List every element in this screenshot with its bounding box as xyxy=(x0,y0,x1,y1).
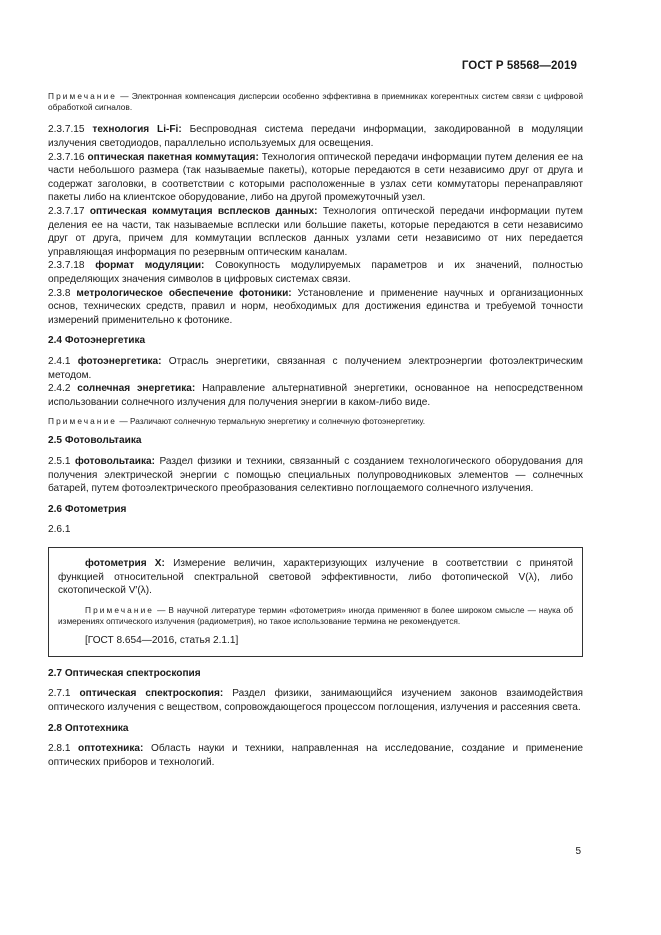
entry-number: 2.3.7.16 xyxy=(48,151,88,163)
entry-definition: Технология оптической передачи информации путем деления ее на части небольшого размера (так называемые пакеты), которые передаются в сети независимо друг от друга и содержат заголовки, в соответствии с которыми расположенные в узлах сети коммутаторы перенаправляют пакеты либо на клиентское оборудование, либо на другой промежуточный узел. xyxy=(48,151,583,204)
note-text: — В научной литературе термин «фотометрия» иногда применяют в более широком смысле — наука об измерениях оптического излучения (радиометрия), но такое использование термина не рекомендуется. xyxy=(58,604,573,627)
entry-number: 2.3.7.18 xyxy=(48,260,96,272)
section-heading-2-8: 2.8 Оптотехника xyxy=(48,722,129,734)
entry-definition: Установление и применение научных и организационных основ, технических средств, правил и норм, необходимых для достижения единства и требуемой точности измерений применительно к фотонике. xyxy=(48,287,583,326)
entry-number: 2.7.1 xyxy=(48,688,80,700)
box-definition xyxy=(58,557,573,598)
box-reference: [ГОСТ 8.654—2016, статья 2.1.1] xyxy=(85,635,239,647)
page-number: 5 xyxy=(575,846,581,857)
entry-term: фотовольтаика: xyxy=(74,456,156,468)
entry-2-3-7-18 xyxy=(48,259,583,286)
entry-number: 2.8.1 xyxy=(48,743,79,755)
entry-term: оптическая коммутация всплесков данных: xyxy=(89,205,318,217)
entry-2-5-1 xyxy=(48,455,583,496)
entry-term: оптотехника: xyxy=(78,743,144,755)
entry-definition: Технология оптической передачи информации путем деления ее на части, так называемые всплески или большие пакеты, которые передаются в сети независимо друг от друга, причем для коммутации всплесков данных узлами сети независимо от них передается управляющая информация по резервным оптическим каналам. xyxy=(48,205,583,258)
entry-term: оптическая пакетная коммутация: xyxy=(87,151,259,163)
box-term: фотометрия X: xyxy=(85,558,165,570)
page-content xyxy=(48,91,583,769)
entry-term: формат модуляции: xyxy=(95,260,205,272)
section-heading-2-6: 2.6 Фотометрия xyxy=(48,503,127,515)
entry-number: 2.4.1 xyxy=(48,355,78,367)
entry-definition: Раздел физики, занимающийся изучением законов взаимодействия оптического излучения с веществом, сопровождающегося процессом поглощения, излучения и рассеяния света. xyxy=(48,688,583,714)
entry-definition: Беспроводная система передачи информации, закодированной в модуляции излучения светодиодов, параллельно используемых для освещения. xyxy=(48,124,583,149)
note-text: — Электронная компенсация дисперсии особенно эффективна в приемниках когерентных систем связи с цифровой обработкой сигналов. xyxy=(48,91,583,113)
definition-box xyxy=(48,547,583,657)
entry-number: 2.5.1 xyxy=(48,456,75,468)
note xyxy=(48,91,583,113)
entry-definition: Отрасль энергетики, связанная с получением электроэнергии фотоэлектрическим методом. xyxy=(48,355,583,381)
entry-2-3-8 xyxy=(48,287,583,328)
entry-definition: Направление альтернативной энергетики, основанное на непосредственном использовании солнечного излучения для получения энергии в каком-либо виде. xyxy=(48,383,583,408)
entry-number: 2.3.7.17 xyxy=(48,205,90,217)
box-note xyxy=(58,605,573,627)
box-definition-text: Измерение величин, характеризующих излучение в соответствии с принятой функцией относительной спектральной световой эффективности, либо фотопической V(λ), либо скотопической V′(λ). xyxy=(58,558,573,597)
note-prefix: Примечание xyxy=(48,416,118,427)
document-id: ГОСТ Р 58568—2019 xyxy=(461,60,577,72)
note-prefix: Примечание xyxy=(85,604,155,615)
entry-term: солнечная энергетика: xyxy=(77,383,196,395)
note-text: — Различают солнечную термальную энергетику и солнечную фотоэнергетику. xyxy=(117,416,426,427)
entry-2-8-1 xyxy=(48,742,583,769)
entry-2-3-7-15 xyxy=(48,123,583,150)
entry-number: 2.4.2 xyxy=(48,383,78,395)
entry-2-4-2 xyxy=(48,382,583,409)
entry-term: оптическая спектроскопия: xyxy=(79,688,224,700)
section-heading-2-4: 2.4 Фотоэнергетика xyxy=(48,335,146,347)
section-heading-2-7: 2.7 Оптическая спектроскопия xyxy=(48,667,201,679)
entry-term: фотоэнергетика: xyxy=(77,355,162,367)
section-heading-2-5: 2.5 Фотовольтаика xyxy=(48,435,142,447)
entry-number: 2.3.7.15 xyxy=(48,124,93,136)
entry-2-3-7-16 xyxy=(48,151,583,205)
note xyxy=(48,416,583,427)
entry-2-3-7-17 xyxy=(48,205,583,259)
entry-2-6-1-number: 2.6.1 xyxy=(48,524,71,536)
entry-term: технология Li-Fi: xyxy=(92,124,182,136)
entry-2-4-1 xyxy=(48,355,583,382)
entry-definition: Совокупность модулируемых параметров и их значений, полностью определяющих значения символов в цифровых системах связи. xyxy=(48,260,583,285)
entry-number: 2.3.8 xyxy=(48,287,77,299)
entry-definition: Раздел физики и техники, связанный с созданием технологического оборудования для получения электрической энергии с помощью специальных полупроводниковых элементов — солнечных батарей, путем фотоэлектрического преобразования селективно поглощаемого солнечного излучения. xyxy=(48,456,583,495)
note-prefix: Примечание xyxy=(48,91,118,101)
entry-definition: Область науки и техники, направленная на исследование, создание и применение оптических приборов и технологий. xyxy=(48,743,583,768)
entry-term: метрологическое обеспечение фотоники: xyxy=(76,287,292,299)
entry-2-7-1 xyxy=(48,687,583,714)
